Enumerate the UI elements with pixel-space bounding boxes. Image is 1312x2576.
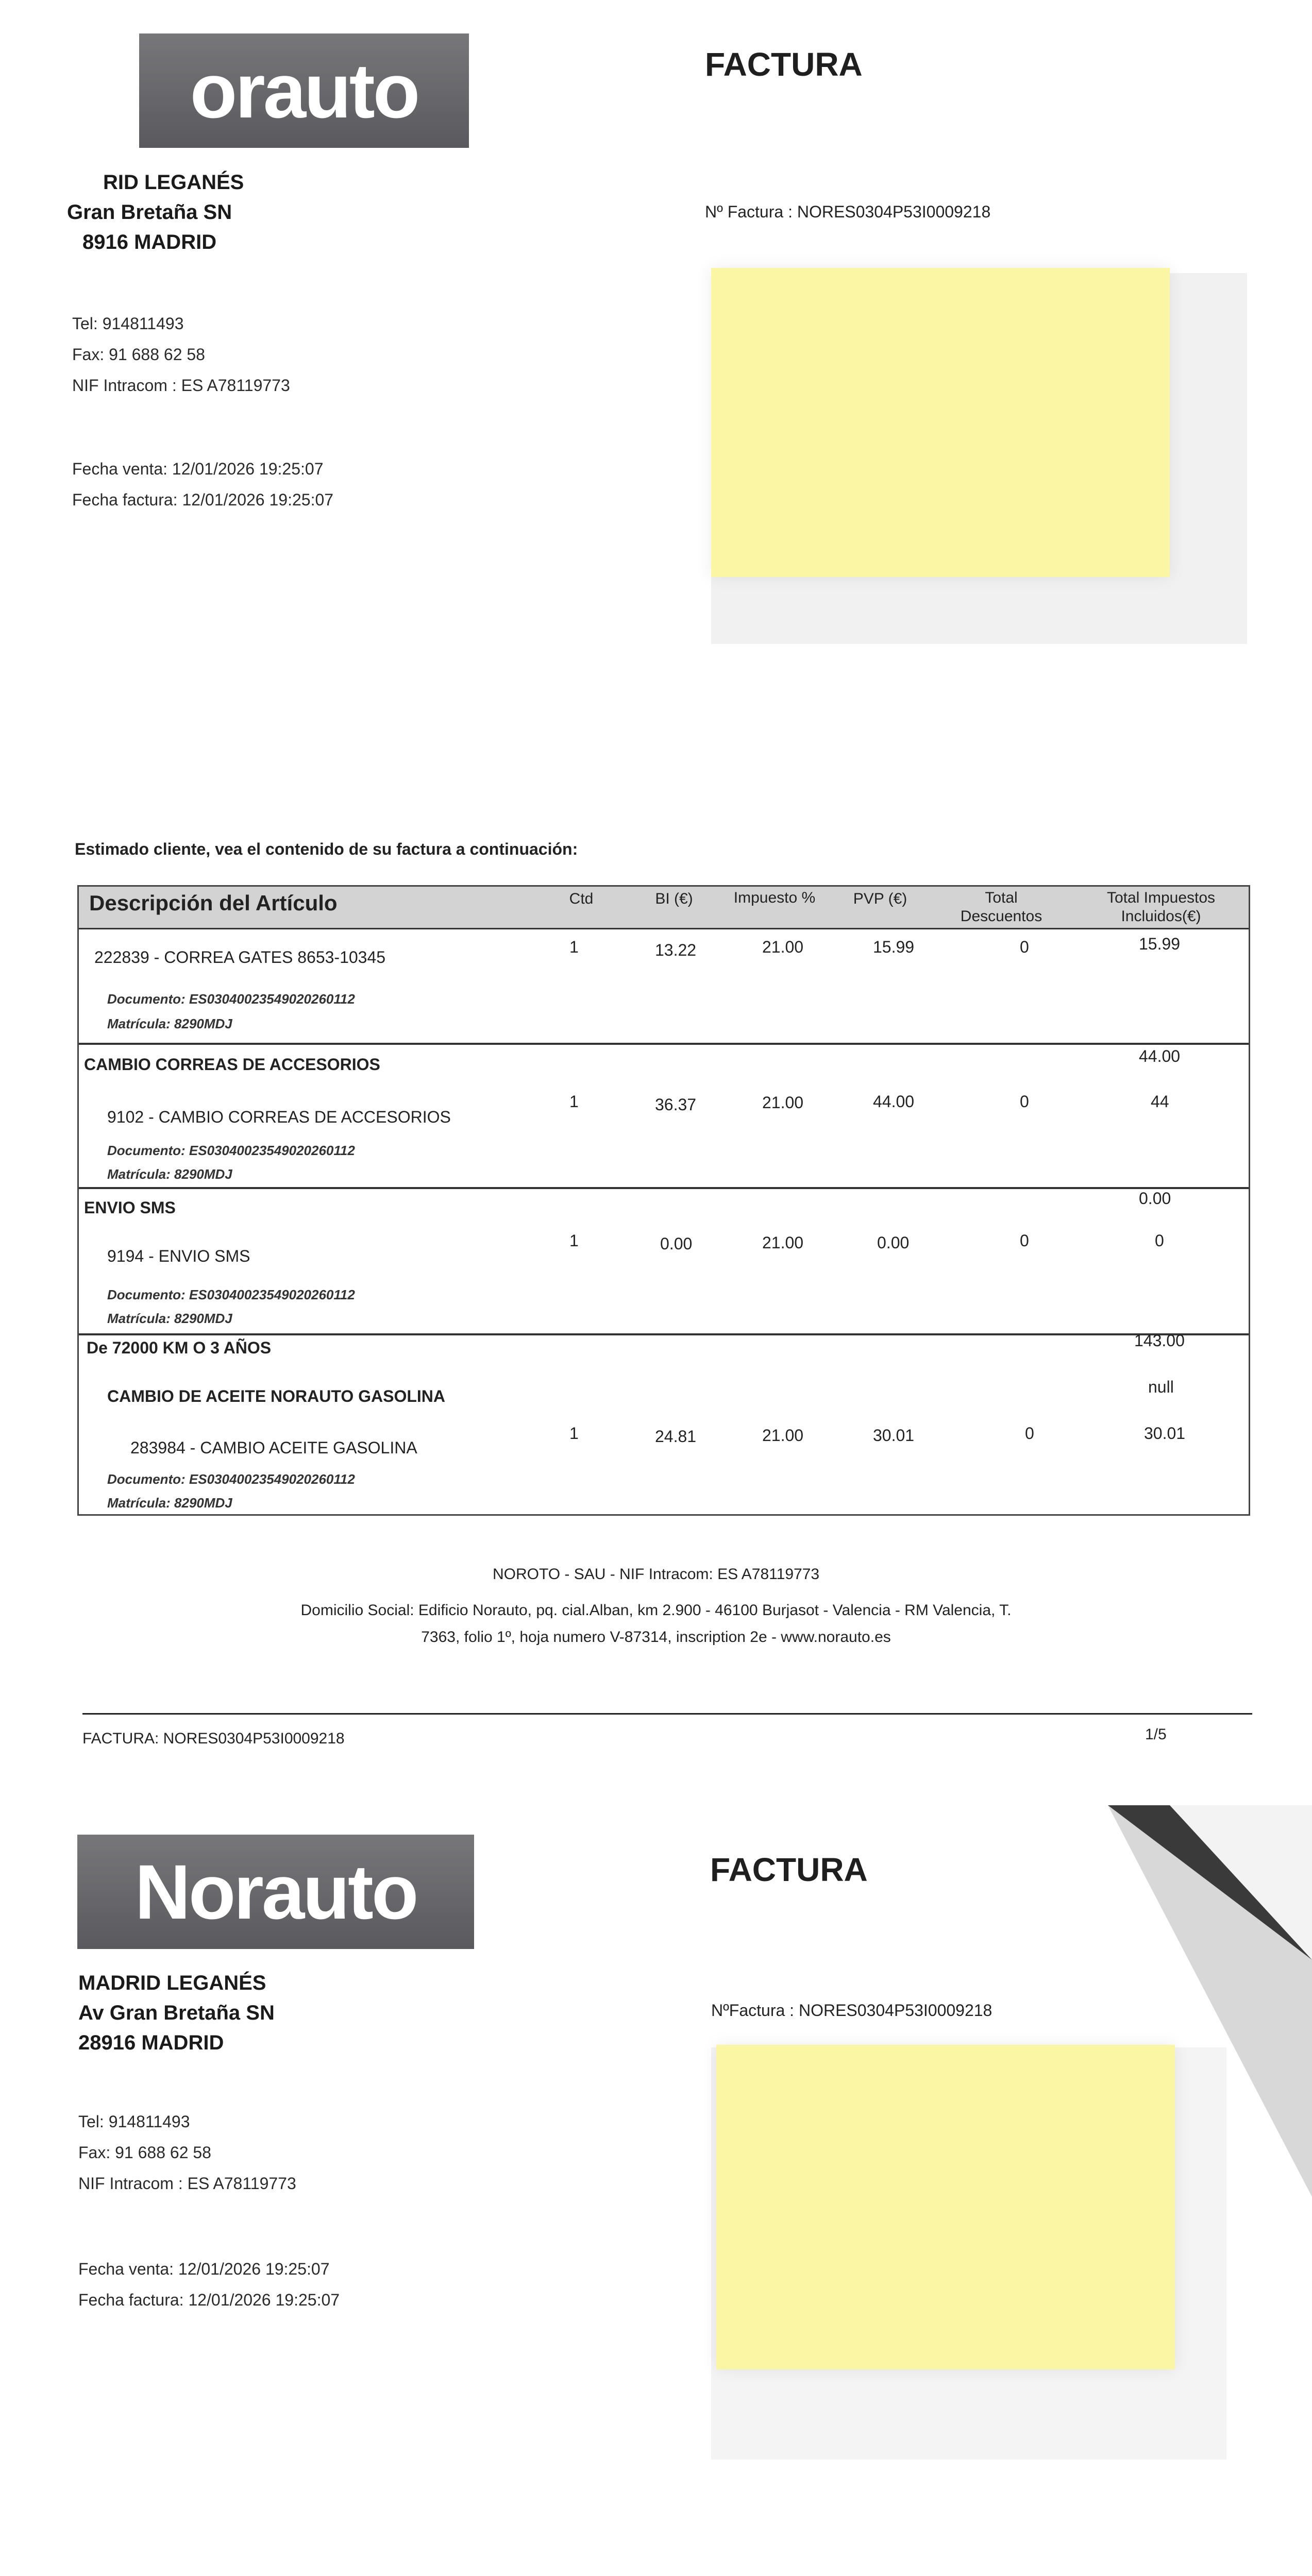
nif: NIF Intracom : ES A78119773 <box>72 376 290 395</box>
shop-contact <box>72 308 290 401</box>
item-description: 9102 - CAMBIO CORREAS DE ACCESORIOS <box>107 1108 451 1126</box>
page-title: FACTURA <box>710 1851 868 1888</box>
table-header <box>79 887 1249 929</box>
invoice-dates <box>72 453 333 515</box>
sticky-note <box>711 268 1170 577</box>
page-number: 1/5 <box>1145 1726 1167 1743</box>
item-bi: 24.81 <box>655 1427 697 1446</box>
item-qty: 1 <box>569 1231 579 1250</box>
legal-footer <box>0 1561 1312 1651</box>
invoice-date: Fecha factura: 12/01/2026 19:25:07 <box>78 2291 340 2309</box>
shop-address <box>67 167 244 257</box>
item-document: Documento: ES03040023549020260112 <box>107 1143 355 1158</box>
shop-city: 8916 MADRID <box>82 231 217 253</box>
item-plate: Matrícula: 8290MDJ <box>107 1166 232 1182</box>
legal-line-3: 7363, folio 1º, hoja numero V-87314, inscription 2e - www.norauto.es <box>421 1629 891 1646</box>
item-total: 15.99 <box>1139 935 1181 953</box>
col-discounts: Total Descuentos <box>960 889 1042 925</box>
sale-date: Fecha venta: 12/01/2026 19:25:07 <box>78 2260 330 2278</box>
nif: NIF Intracom : ES A78119773 <box>78 2174 296 2193</box>
subgroup-total: null <box>1148 1378 1174 1396</box>
shop-name: MADRID LEGANÉS <box>78 1972 266 1994</box>
shop-address <box>78 1968 275 2058</box>
col-total: Total Impuestos Incluidos(€) <box>1106 889 1216 925</box>
item-discount: 0 <box>1020 1092 1029 1111</box>
item-plate: Matrícula: 8290MDJ <box>107 1311 232 1326</box>
group-title: De 72000 KM O 3 AÑOS <box>87 1338 272 1357</box>
table-row <box>79 1331 1249 1519</box>
col-tax: Impuesto % <box>733 889 816 906</box>
sticky-note <box>716 2045 1175 2369</box>
item-total: 0 <box>1155 1231 1164 1250</box>
table-row <box>79 929 1249 1045</box>
item-description: 9194 - ENVIO SMS <box>107 1247 250 1265</box>
item-tax: 21.00 <box>762 1426 804 1445</box>
page-title: FACTURA <box>705 46 863 83</box>
item-discount: 0 <box>1025 1424 1034 1443</box>
item-pvp: 44.00 <box>873 1092 915 1111</box>
item-tax: 21.00 <box>762 938 804 956</box>
table-row <box>79 1045 1249 1189</box>
shop-contact <box>78 2106 296 2199</box>
item-pvp: 0.00 <box>877 1233 910 1252</box>
legal-line-2: Domicilio Social: Edificio Norauto, pq. cial.Alban, km 2.900 - 46100 Burjasot - Valencia - RM Valencia, T. <box>300 1602 1012 1619</box>
norauto-logo <box>139 33 469 148</box>
phone: Tel: 914811493 <box>78 2112 190 2131</box>
shop-name: RID LEGANÉS <box>103 171 244 194</box>
item-qty: 1 <box>569 1424 579 1443</box>
group-title: CAMBIO CORREAS DE ACCESORIOS <box>84 1055 380 1074</box>
item-pvp: 30.01 <box>873 1426 915 1445</box>
item-discount: 0 <box>1020 938 1029 956</box>
group-title: ENVIO SMS <box>84 1198 176 1217</box>
footer-divider <box>82 1713 1252 1715</box>
col-description: Descripción del Artículo <box>89 891 338 915</box>
item-bi: 0.00 <box>660 1234 693 1253</box>
subgroup-title: CAMBIO DE ACEITE NORAUTO GASOLINA <box>107 1387 446 1405</box>
item-tax: 21.00 <box>762 1233 804 1252</box>
item-bi: 13.22 <box>655 941 697 959</box>
logo-text: orauto <box>190 47 418 134</box>
sale-date: Fecha venta: 12/01/2026 19:25:07 <box>72 460 324 478</box>
col-bi: BI (€) <box>655 890 693 907</box>
phone: Tel: 914811493 <box>72 314 184 333</box>
item-description: 283984 - CAMBIO ACEITE GASOLINA <box>130 1438 417 1457</box>
items-table <box>77 885 1250 1516</box>
item-bi: 36.37 <box>655 1095 697 1114</box>
logo-text: Norauto <box>134 1848 417 1935</box>
col-pvp: PVP (€) <box>853 890 907 907</box>
item-plate: Matrícula: 8290MDJ <box>107 1495 232 1511</box>
norauto-logo <box>77 1835 474 1949</box>
invoice-number: Nº Factura : NORES0304P53I0009218 <box>705 202 991 221</box>
item-description: 222839 - CORREA GATES 8653-10345 <box>94 948 386 967</box>
item-qty: 1 <box>569 938 579 956</box>
group-total: 0.00 <box>1139 1189 1171 1208</box>
item-total: 44 <box>1151 1092 1169 1111</box>
shop-street: Av Gran Bretaña SN <box>78 2002 275 2024</box>
invoice-number: NºFactura : NORES0304P53I0009218 <box>711 2001 993 2020</box>
col-qty: Ctd <box>569 890 594 907</box>
fax: Fax: 91 688 62 58 <box>72 345 205 364</box>
item-tax: 21.00 <box>762 1093 804 1112</box>
shop-city: 28916 MADRID <box>78 2031 224 2054</box>
item-discount: 0 <box>1020 1231 1029 1250</box>
table-row <box>79 1189 1249 1335</box>
item-qty: 1 <box>569 1092 579 1111</box>
invoice-page-2 <box>0 1805 1312 2576</box>
footer-invoice-ref: FACTURA: NORES0304P53I0009218 <box>82 1730 345 1747</box>
invoice-date: Fecha factura: 12/01/2026 19:25:07 <box>72 490 334 509</box>
item-plate: Matrícula: 8290MDJ <box>107 1016 232 1031</box>
group-total: 44.00 <box>1139 1047 1181 1065</box>
invoice-dates <box>78 2253 340 2315</box>
item-document: Documento: ES03040023549020260112 <box>107 1471 355 1487</box>
fax: Fax: 91 688 62 58 <box>78 2143 211 2162</box>
group-total: 143.00 <box>1134 1331 1185 1350</box>
item-document: Documento: ES0304002354902026011​2 <box>107 991 355 1007</box>
item-total: 30.01 <box>1144 1424 1186 1443</box>
item-document: Documento: ES03040023549020260112 <box>107 1287 355 1302</box>
item-pvp: 15.99 <box>873 938 915 956</box>
shop-street: Gran Bretaña SN <box>67 201 232 224</box>
greeting: Estimado cliente, vea el contenido de su factura a continuación: <box>75 840 578 858</box>
legal-line-1: NOROTO - SAU - NIF Intracom: ES A78119773 <box>492 1566 820 1583</box>
